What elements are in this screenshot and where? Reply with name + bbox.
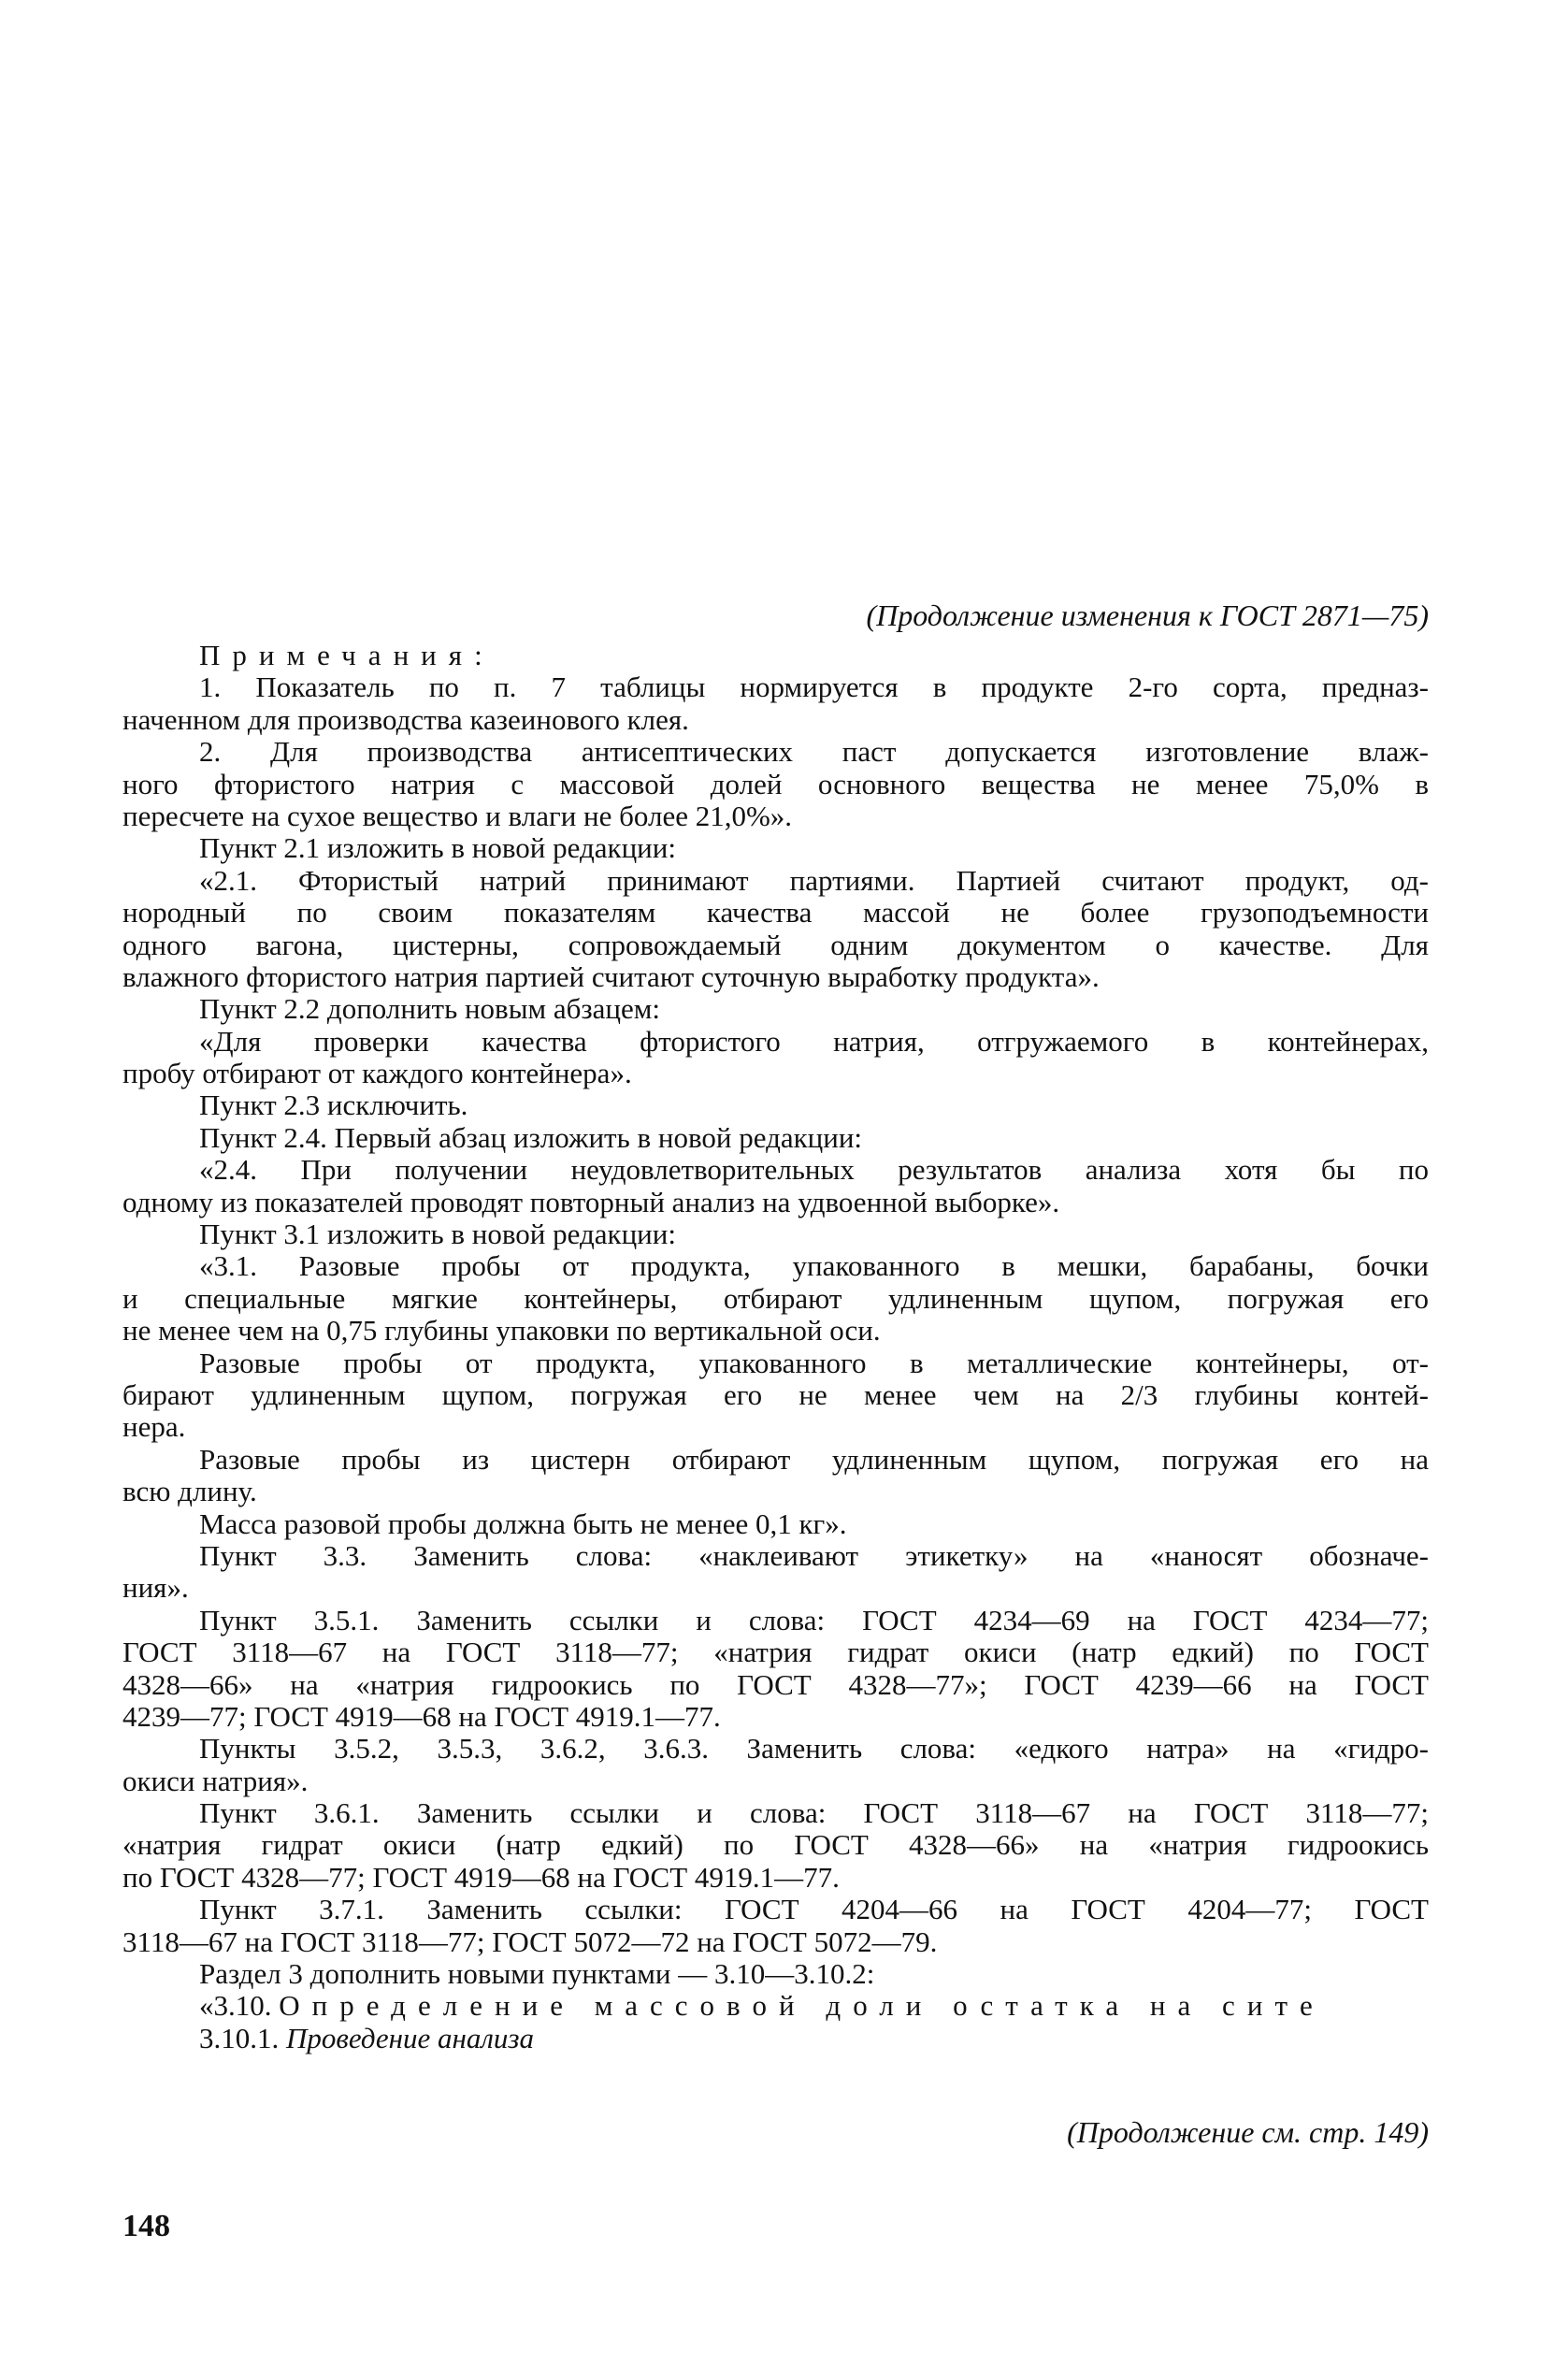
text-segment: «3.10. xyxy=(199,1989,280,2023)
text-line: не менее чем на 0,75 глубины упаковки по вертикальной оси. xyxy=(122,1314,881,1348)
text-line: бирают удлиненным щупом, погружая его не менее чем на 2/3 глубины контей- xyxy=(122,1377,1429,1411)
paragraph xyxy=(122,736,1429,832)
text-line: нородный по своим показателям качества массой не более грузоподъемности xyxy=(122,896,1429,930)
text-line: одному из показателей проводят повторный анализ на удвоенной выборке». xyxy=(122,1185,1060,1218)
paragraph xyxy=(122,1154,1429,1218)
text-line: одного вагона, цистерны, сопровождаемый одним документом о качестве. Для xyxy=(122,928,1429,961)
text-line: Пункт 2.2 дополнить новым абзацем: xyxy=(199,992,661,1026)
text-line: 4239—77; ГОСТ 4919—68 на ГОСТ 4919.1—77. xyxy=(122,1699,721,1733)
text-line: 1. Показатель по п. 7 таблицы нормируется в продукте 2-го сорта, предназ- xyxy=(199,670,1429,704)
paragraph xyxy=(122,671,1429,736)
text-line xyxy=(122,1990,1429,2022)
text-line: Пункт 3.7.1. Заменить ссылки: ГОСТ 4204—66 на ГОСТ 4204—77; ГОСТ xyxy=(199,1893,1429,1926)
paragraph xyxy=(122,1122,1429,1154)
page-number: 148 xyxy=(122,2209,170,2243)
text-line xyxy=(122,640,1429,671)
text-line: «2.4. При получении неудовлетворительных результатов анализа хотя бы по xyxy=(199,1153,1429,1187)
text-line: Разовые пробы из цистерн отбирают удлиненным щупом, погружая его на xyxy=(199,1442,1429,1476)
paragraph xyxy=(122,1990,1429,2022)
text-line: ГОСТ 3118—67 на ГОСТ 3118—77; «натрия гидрат окиси (натр едкий) по ГОСТ xyxy=(122,1636,1429,1669)
text-line: Пункты 3.5.2, 3.5.3, 3.6.2, 3.6.3. Заменить слова: «едкого натра» на «гидро- xyxy=(199,1732,1429,1766)
paragraph xyxy=(122,1894,1429,1958)
text-segment: 3.10.1. xyxy=(199,2021,286,2054)
text-line: Раздел 3 дополнить новыми пунктами — 3.10—3.10.2: xyxy=(199,1957,875,1991)
text-line: Пункт 3.6.1. Заменить ссылки и слова: ГОСТ 3118—67 на ГОСТ 3118—77; xyxy=(199,1796,1429,1830)
text-line: по ГОСТ 4328—77; ГОСТ 4919—68 на ГОСТ 4919.1—77. xyxy=(122,1860,840,1894)
text-line: 2. Для производства антисептических паст допускается изготовление влаж- xyxy=(199,735,1429,769)
text-line: пересчете на сухое вещество и влаги не более 21,0%». xyxy=(122,799,793,832)
text-line: Пункт 2.1 изложить в новой редакции: xyxy=(199,831,676,865)
paragraph xyxy=(122,1797,1429,1894)
paragraph xyxy=(122,1958,1429,1990)
text-line: Пункт 2.3 исключить. xyxy=(199,1088,468,1122)
continuation-note: (Продолжение см. стр. 149) xyxy=(1067,2115,1429,2149)
text-line: ния». xyxy=(122,1571,189,1605)
paragraph xyxy=(122,2023,1429,2054)
paragraph xyxy=(122,1605,1429,1734)
text-line: 4328—66» на «натрия гидроокись по ГОСТ 4328—77»; ГОСТ 4239—66 на ГОСТ xyxy=(122,1667,1429,1701)
text-line: наченном для производства казеинового клея. xyxy=(122,702,689,736)
text-line: 3118—67 на ГОСТ 3118—77; ГОСТ 5072—72 на ГОСТ 5072—79. xyxy=(122,1924,938,1958)
text-line: Масса разовой пробы должна быть не менее 0,1 кг». xyxy=(199,1506,847,1540)
text-line: «Для проверки качества фтористого натрия, отгружаемого в контейнерах, xyxy=(199,1024,1429,1058)
italic-subheading: Проведение анализа xyxy=(286,2021,535,2054)
paragraph xyxy=(122,1218,1429,1250)
paragraph xyxy=(122,1250,1429,1347)
text-line: «3.1. Разовые пробы от продукта, упакованного в мешки, барабаны, бочки xyxy=(199,1249,1429,1283)
paragraph xyxy=(122,1444,1429,1508)
paragraph xyxy=(122,993,1429,1025)
text-line: Пункт 3.5.1. Заменить ссылки и слова: ГОСТ 4234—69 на ГОСТ 4234—77; xyxy=(199,1603,1429,1636)
text-line: влажного фтористого натрия партией считают суточную выработку продукта». xyxy=(122,959,1100,993)
paragraph xyxy=(122,1089,1429,1121)
paragraph xyxy=(122,1540,1429,1605)
text-line: всю длину. xyxy=(122,1475,257,1508)
paragraph xyxy=(122,1508,1429,1540)
text-line: и специальные мягкие контейнеры, отбирают удлиненным щупом, погружая его xyxy=(122,1281,1429,1315)
text-line: Разовые пробы от продукта, упакованного в металлические контейнеры, от- xyxy=(199,1346,1429,1379)
paragraph xyxy=(122,640,1429,671)
running-header: (Продолжение изменения к ГОСТ 2871—75) xyxy=(866,598,1429,632)
paragraph xyxy=(122,1348,1429,1444)
text-line: нера. xyxy=(122,1410,186,1444)
document-body xyxy=(122,640,1429,2054)
text-line: ного фтористого натрия с массовой долей основного вещества не менее 75,0% в xyxy=(122,767,1429,800)
text-line xyxy=(122,2023,1429,2054)
text-line: Пункт 3.3. Заменить слова: «наклеивают этикетку» на «наносят обозначе- xyxy=(199,1538,1429,1572)
spaced-heading: Определение массовой доли остатка на сите xyxy=(279,1989,1325,2023)
paragraph xyxy=(122,832,1429,864)
text-line: «натрия гидрат окиси (натр едкий) по ГОСТ 4328—66» на «натрия гидроокись xyxy=(122,1828,1429,1862)
text-line: Пункт 3.1 изложить в новой редакции: xyxy=(199,1218,676,1251)
text-line: «2.1. Фтористый натрий принимают партиями. Партией считают продукт, од- xyxy=(199,863,1429,897)
text-line: Пункт 2.4. Первый абзац изложить в новой редакции: xyxy=(199,1120,863,1154)
spaced-heading: Примечания: xyxy=(199,639,495,671)
text-line: пробу отбирают от каждого контейнера». xyxy=(122,1057,632,1090)
paragraph xyxy=(122,865,1429,994)
paragraph xyxy=(122,1733,1429,1797)
text-line: окиси натрия». xyxy=(122,1764,309,1797)
paragraph xyxy=(122,1026,1429,1090)
